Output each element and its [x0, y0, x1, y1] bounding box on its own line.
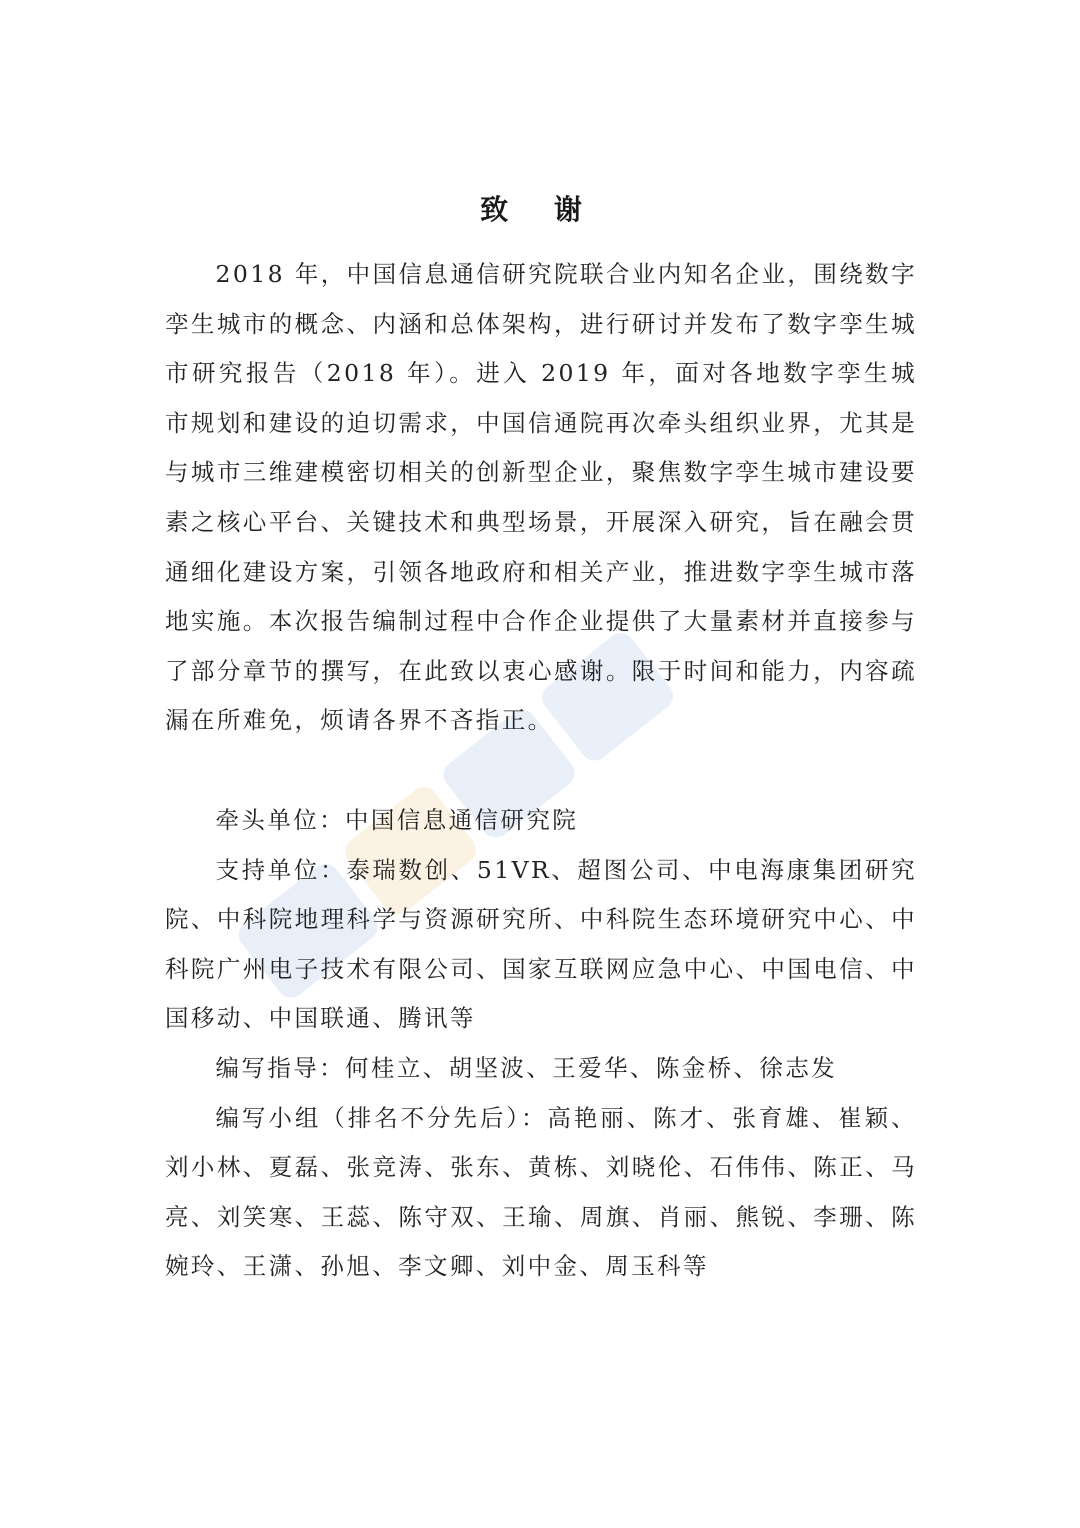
acknowledgement-paragraph: 2018 年，中国信息通信研究院联合业内知名企业，围绕数字孪生城市的概念、内涵和总体架构，进行研讨并发布了数字孪生城市研究报告（2018 年）。进入 2019 年，面对各地数字孪生城市规划和建设的迫切需求，中国信通院再次牵头组织业界，尤其是与城市三维建模密切相关的创新型企业，聚焦数字孪生城市建设要素之核心平台、关键技术和典型场景，开展深入研究，旨在融会贯通细化建设方案，引领各地政府和相关产业，推进数字孪生城市落地实施。本次报告编制过程中合作企业提供了大量素材并直接参与了部分章节的撰写，在此致以衷心感谢。限于时间和能力，内容疏漏在所难免，烦请各界不吝指正。	[165, 260, 917, 735]
section-spacer	[165, 746, 917, 796]
lead-unit-paragraph: 牵头单位：中国信息通信研究院	[215, 805, 579, 834]
support-units-paragraph: 支持单位：泰瑞数创、51VR、超图公司、中电海康集团研究院、中科院地理科学与资源研究所、中科院生态环境研究中心、中科院广州电子技术有限公司、国家互联网应急中心、中国电信、中国移动、中国联通、腾讯等	[165, 855, 917, 1033]
page-title: 致 谢	[480, 193, 600, 226]
writing-guidance-paragraph: 编写指导：何桂立、胡坚波、王爱华、陈金桥、徐志发	[215, 1053, 838, 1082]
writing-team-paragraph: 编写小组（排名不分先后）：高艳丽、陈才、张育雄、崔颖、刘小林、夏磊、张竞涛、张东、黄栋、刘晓伦、石伟伟、陈正、马亮、刘笑寒、王蕊、陈守双、王瑜、周旗、肖丽、熊锐、李珊、陈婉玲、王潇、孙旭、李文卿、刘中金、周玉科等	[165, 1103, 917, 1281]
acknowledgement-body	[165, 250, 917, 1292]
